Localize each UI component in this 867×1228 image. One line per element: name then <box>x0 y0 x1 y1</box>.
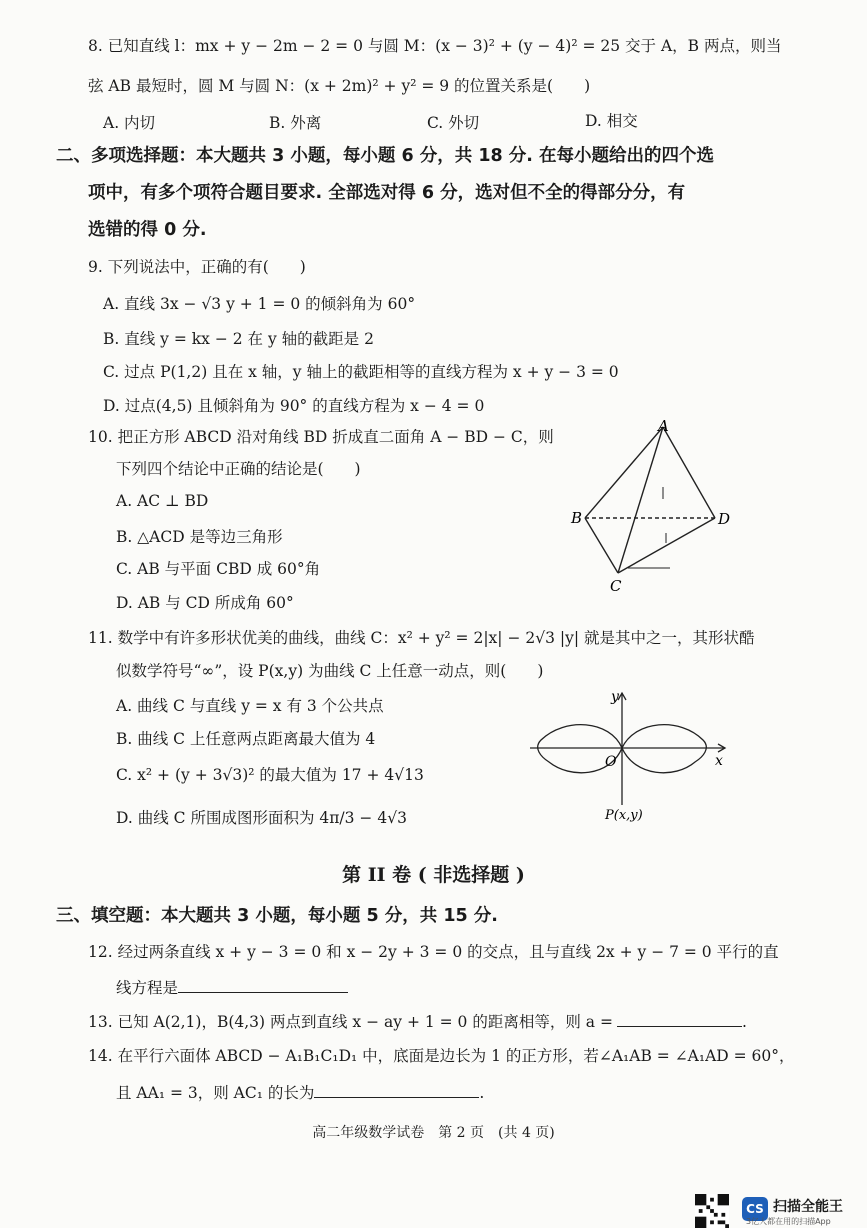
y-axis-label: y <box>611 689 619 705</box>
section2-heading-line1: 二、多项选择题：本大题共 3 小题，每小题 6 分，共 18 分. 在每小题给出的四个选 <box>56 146 714 166</box>
tetrahedron-figure <box>560 415 750 600</box>
point-p-label: P(x,y) <box>605 808 643 823</box>
q14-line2-text: 且 AA₁ = 3，则 AC₁ 的长为 <box>116 1084 315 1102</box>
q8-option-d: D. 相交 <box>585 112 638 130</box>
page-footer: 高二年级数学试卷 第 2 页 (共 4 页) <box>312 1125 555 1141</box>
q14-line2 <box>116 1082 484 1104</box>
q12-line1: 12. 经过两条直线 x + y − 3 = 0 和 x − 2y + 3 = 0 的交点，且与直线 2x + y − 7 = 0 平行的直 <box>88 943 779 961</box>
x-axis-label: x <box>715 753 723 769</box>
q10-option-c: C. AB 与平面 CBD 成 60°角 <box>116 560 321 578</box>
vertex-c-label: C <box>610 577 622 595</box>
q8-line1: 8. 已知直线 l：mx + y − 2m − 2 = 0 与圆 M：(x − 3)² + (y − 4)² = 25 交于 A，B 两点，则当 <box>88 37 782 55</box>
q14-line1: 14. 在平行六面体 ABCD − A₁B₁C₁D₁ 中，底面是边长为 1 的正方形，若∠A₁AB = ∠A₁AD = 60°， <box>88 1047 795 1065</box>
q11-option-b: B. 曲线 C 上任意两点距离最大值为 4 <box>116 730 376 748</box>
section2-heading-line2: 项中，有多个项符合题目要求. 全部选对得 6 分，选对但不全的得部分分，有 <box>88 183 686 203</box>
q10-option-b: B. △ACD 是等边三角形 <box>116 528 283 546</box>
vertex-a-label: A <box>658 417 669 435</box>
q13-answer-blank[interactable] <box>617 1012 742 1027</box>
part2-title: 第 II 卷 ( 非选择题 ) <box>342 864 525 886</box>
q12-answer-blank[interactable] <box>178 978 348 993</box>
q11-option-a: A. 曲线 C 与直线 y = x 有 3 个公共点 <box>116 697 384 715</box>
q8-option-a: A. 内切 <box>103 114 156 132</box>
q13-line <box>88 1011 747 1033</box>
q10-option-d: D. AB 与 CD 所成角 60° <box>116 594 294 612</box>
camscanner-name: 扫描全能王 <box>773 1199 843 1215</box>
q12-line2 <box>116 977 348 999</box>
vertex-b-label: B <box>571 509 583 527</box>
infinity-curve-figure <box>525 685 740 830</box>
q8-option-b: B. 外离 <box>269 114 322 132</box>
q9-option-b: B. 直线 y = kx − 2 在 y 轴的截距是 2 <box>103 330 374 348</box>
camscanner-slogan: 3亿人都在用的扫描App <box>746 1217 831 1226</box>
q14-end: . <box>479 1084 485 1102</box>
q10-line1: 10. 把正方形 ABCD 沿对角线 BD 折成直二面角 A − BD − C，则 <box>88 428 554 446</box>
q13-text: 13. 已知 A(2,1)，B(4,3) 两点到直线 x − ay + 1 = 0 的距离相等，则 a = <box>88 1013 613 1031</box>
q11-option-c: C. x² + (y + 3√3)² 的最大值为 17 + 4√13 <box>116 766 424 784</box>
q9-stem: 9. 下列说法中，正确的有( ) <box>88 258 306 276</box>
q11-line1: 11. 数学中有许多形状优美的曲线，曲线 C：x² + y² = 2|x| − 2√3 |y| 就是其中之一，其形状酷 <box>88 629 755 647</box>
origin-label: O <box>605 754 617 770</box>
q13-end: . <box>741 1013 747 1031</box>
q8-line2: 弦 AB 最短时，圆 M 与圆 N：(x + 2m)² + y² = 9 的位置关系是( ) <box>88 77 591 95</box>
vertex-d-label: D <box>718 510 731 528</box>
q9-option-a: A. 直线 3x − √3 y + 1 = 0 的倾斜角为 60° <box>103 295 416 313</box>
qr-code-icon <box>694 1194 730 1228</box>
q12-line2-text: 线方程是 <box>116 979 179 997</box>
q10-line2: 下列四个结论中正确的结论是( ) <box>116 460 361 478</box>
q10-option-a: A. AC ⊥ BD <box>116 492 209 510</box>
q8-option-c: C. 外切 <box>427 114 480 132</box>
q9-option-c: C. 过点 P(1,2) 且在 x 轴，y 轴上的截距相等的直线方程为 x + y − 3 = 0 <box>103 363 619 381</box>
section3-heading: 三、填空题：本大题共 3 小题，每小题 5 分，共 15 分. <box>56 906 498 926</box>
q14-answer-blank[interactable] <box>314 1083 479 1098</box>
section2-heading-line3: 选错的得 0 分. <box>88 220 207 240</box>
q9-option-d: D. 过点(4,5) 且倾斜角为 90° 的直线方程为 x − 4 = 0 <box>103 397 485 415</box>
q11-option-d: D. 曲线 C 所围成图形面积为 4π/3 − 4√3 <box>116 809 407 827</box>
camscanner-logo-badge: CS <box>742 1197 768 1221</box>
q11-line2: 似数学符号“∞”，设 P(x,y) 为曲线 C 上任意一动点，则( ) <box>116 662 544 680</box>
